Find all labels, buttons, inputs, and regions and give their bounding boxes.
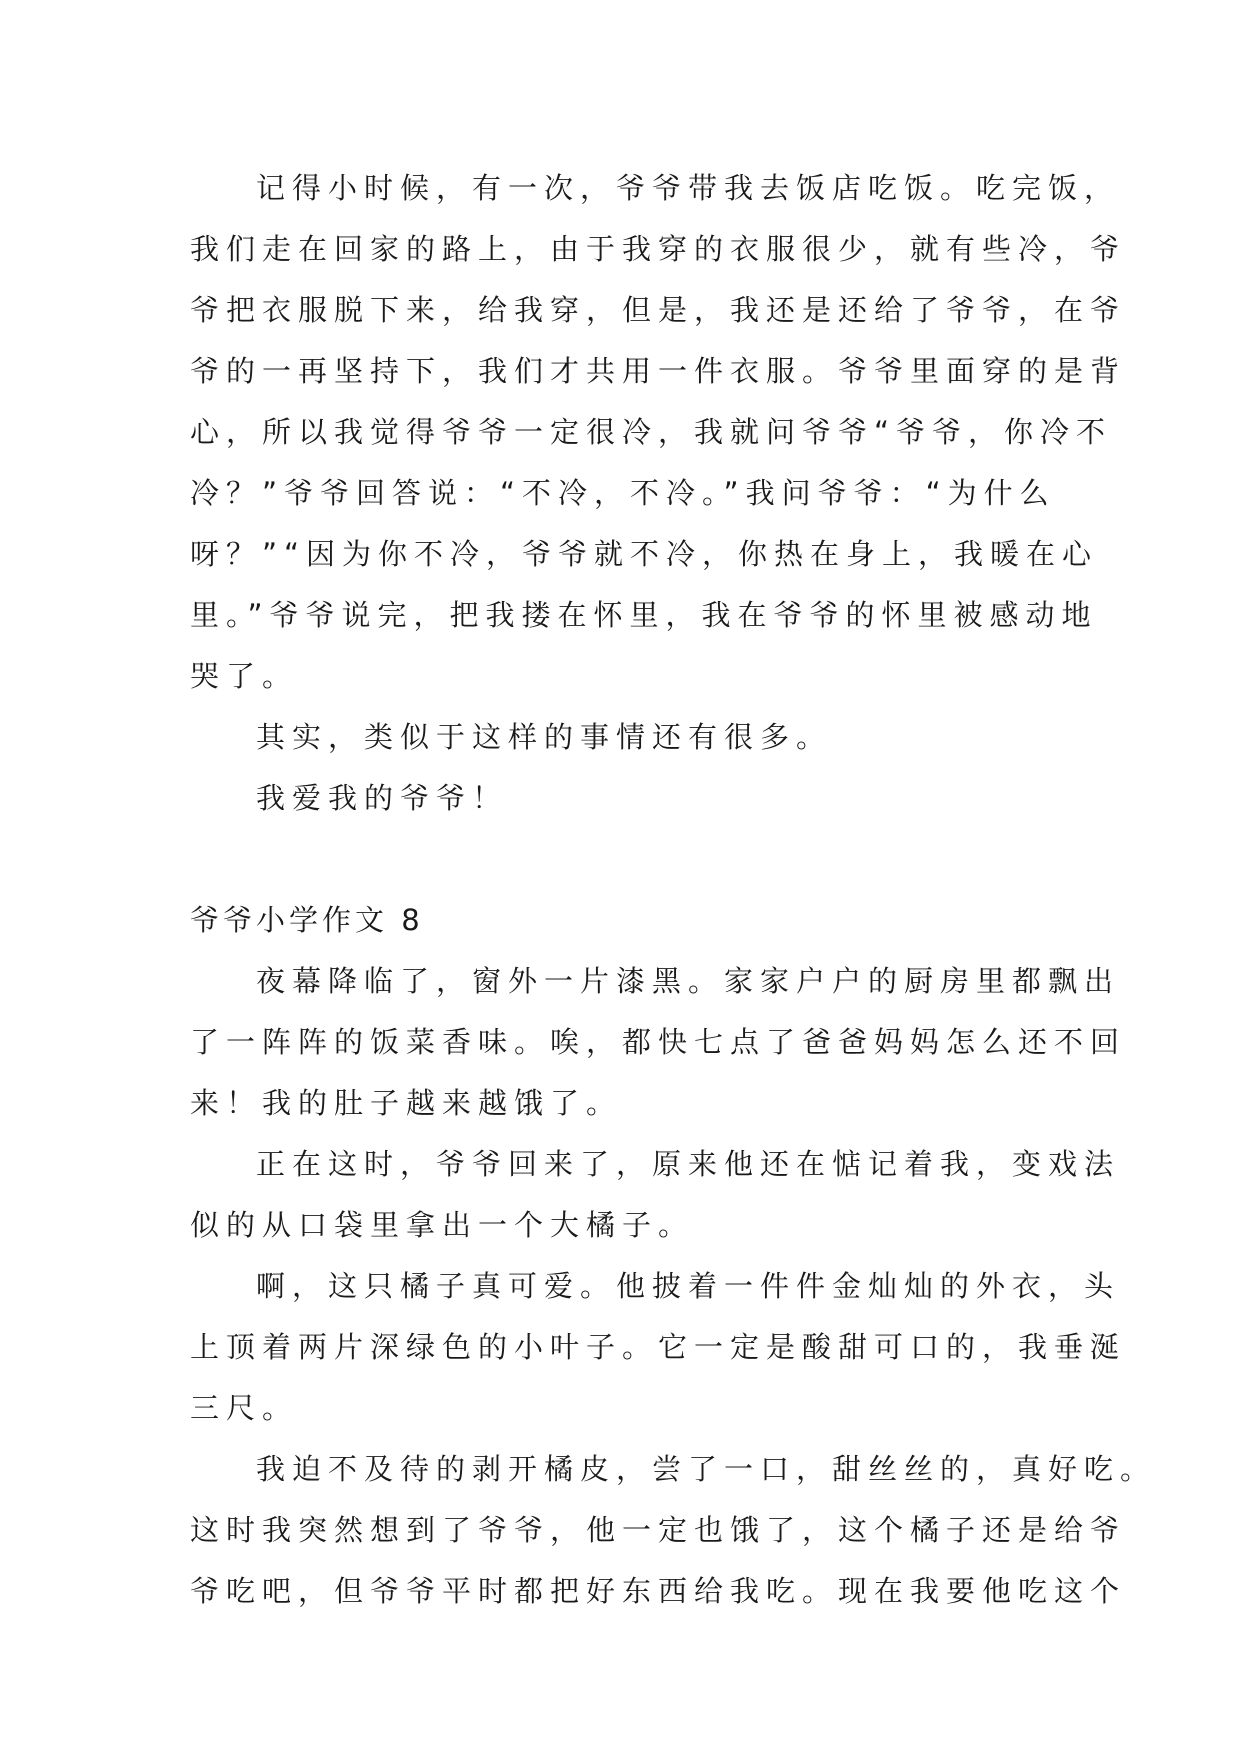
text-line: 啊，这只橘子真可爱。他披着一件件金灿灿的外衣，头 bbox=[256, 1269, 1121, 1303]
text-line: 这时我突然想到了爷爷，他一定也饿了，这个橘子还是给爷 bbox=[190, 1513, 1127, 1547]
text-line: 了一阵阵的饭菜香味。唉，都快七点了爸爸妈妈怎么还不回 bbox=[190, 1025, 1127, 1059]
text-line: 冷？”爷爷回答说：“不冷，不冷。”我问爷爷：“为什么 bbox=[190, 476, 1056, 510]
text-line: 呀？”“因为你不冷，爷爷就不冷，你热在身上，我暖在心 bbox=[190, 537, 1099, 571]
text-line: 我们走在回家的路上，由于我穿的衣服很少，就有些冷，爷 bbox=[190, 232, 1127, 266]
text-line: 爷吃吧，但爷爷平时都把好东西给我吃。现在我要他吃这个 bbox=[190, 1574, 1127, 1608]
paragraph-grandpa-returns bbox=[190, 1134, 1121, 1256]
text-line: 三尺。 bbox=[190, 1391, 299, 1425]
text-line: 夜幕降临了，窗外一片漆黑。家家户户的厨房里都飘出 bbox=[256, 964, 1121, 998]
text-line: 正在这时，爷爷回来了，原来他还在惦记着我，变戏法 bbox=[256, 1147, 1121, 1181]
text-line: 哭了。 bbox=[190, 659, 299, 693]
text-line: 来！我的肚子越来越饿了。 bbox=[190, 1086, 623, 1120]
text-line: 爷的一再坚持下，我们才共用一件衣服。爷爷里面穿的是背 bbox=[190, 354, 1127, 388]
text-line: 上顶着两片深绿色的小叶子。它一定是酸甜可口的，我垂涎 bbox=[190, 1330, 1127, 1364]
text-line: 我迫不及待的剥开橘皮，尝了一口，甜丝丝的，真好吃。 bbox=[256, 1452, 1157, 1486]
section-heading: 爷爷小学作文 8 bbox=[190, 903, 424, 937]
paragraph-love-grandpa: 我爱我的爷爷！ bbox=[256, 781, 509, 815]
section-spacer bbox=[190, 829, 1060, 890]
text-line: 似的从口袋里拿出一个大橘子。 bbox=[190, 1208, 695, 1242]
text-line: 里。”爷爷说完，把我搂在怀里，我在爷爷的怀里被感动地 bbox=[190, 598, 1098, 632]
paragraph-many-things: 其实，类似于这样的事情还有很多。 bbox=[256, 720, 833, 754]
text-line: 记得小时候，有一次，爷爷带我去饭店吃饭。吃完饭， bbox=[256, 171, 1121, 205]
paragraph-orange-description bbox=[190, 1256, 1127, 1439]
text-line: 心，所以我觉得爷爷一定很冷，我就问爷爷“爷爷，你冷不 bbox=[190, 415, 1113, 449]
text-line: 爷把衣服脱下来，给我穿，但是，我还是还给了爷爷，在爷 bbox=[190, 293, 1127, 327]
paragraph-night-falls bbox=[190, 951, 1127, 1134]
document-body bbox=[190, 158, 1157, 1622]
paragraph-restaurant-story bbox=[190, 158, 1127, 707]
paragraph-peeling-orange bbox=[190, 1439, 1157, 1622]
